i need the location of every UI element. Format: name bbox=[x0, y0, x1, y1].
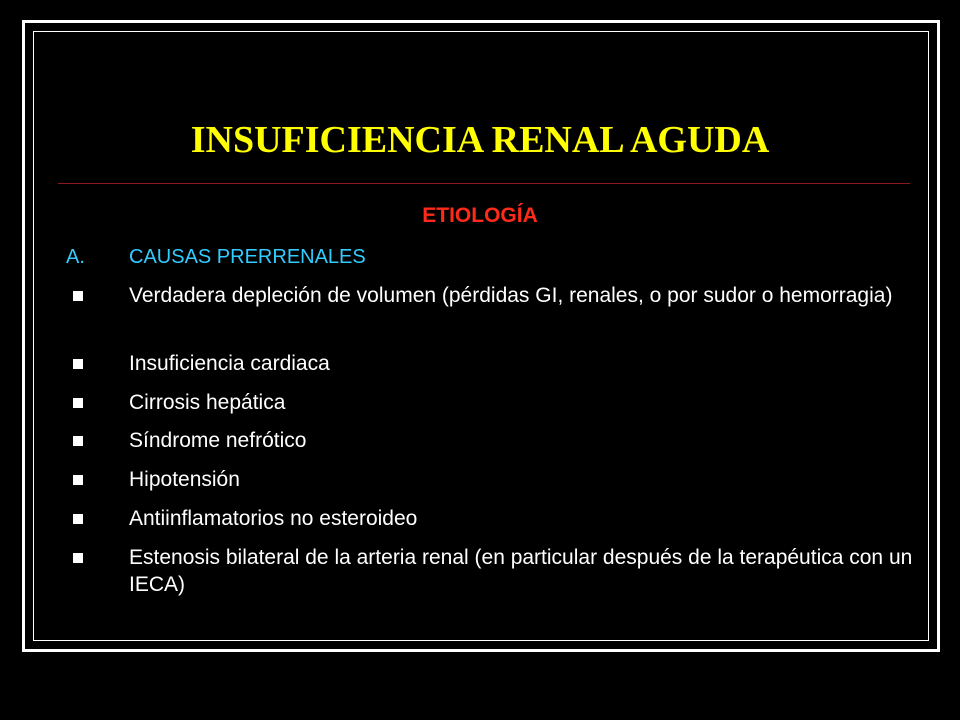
list-item-text: Cirrosis hepática bbox=[129, 391, 286, 414]
square-bullet-icon bbox=[73, 514, 83, 524]
list-item-text: Síndrome nefrótico bbox=[129, 429, 307, 452]
list-item-text: Verdadera depleción de volumen (pérdidas GI, renales, o por sudor o hemorragia) bbox=[129, 284, 893, 307]
square-bullet-icon bbox=[73, 475, 83, 485]
slide-title: INSUFICIENCIA RENAL AGUDA bbox=[190, 119, 770, 161]
square-bullet-icon bbox=[73, 398, 83, 408]
section-label: CAUSAS PRERRENALES bbox=[129, 246, 366, 268]
square-bullet-icon bbox=[73, 553, 83, 563]
square-bullet-icon bbox=[73, 359, 83, 369]
list-item-text: Estenosis bilateral de la arteria renal (en particular después de la terapéutica con un IECA) bbox=[129, 546, 913, 596]
square-bullet-icon bbox=[73, 291, 83, 301]
list-item-text: Hipotensión bbox=[129, 468, 240, 491]
slide-subtitle: ETIOLOGÍA bbox=[422, 204, 538, 227]
list-item-text: Antiinflamatorios no esteroideo bbox=[129, 507, 418, 530]
square-bullet-icon bbox=[73, 436, 83, 446]
section-letter: A. bbox=[66, 246, 85, 268]
title-divider bbox=[58, 183, 910, 184]
list-item-text: Insuficiencia cardiaca bbox=[129, 352, 330, 375]
